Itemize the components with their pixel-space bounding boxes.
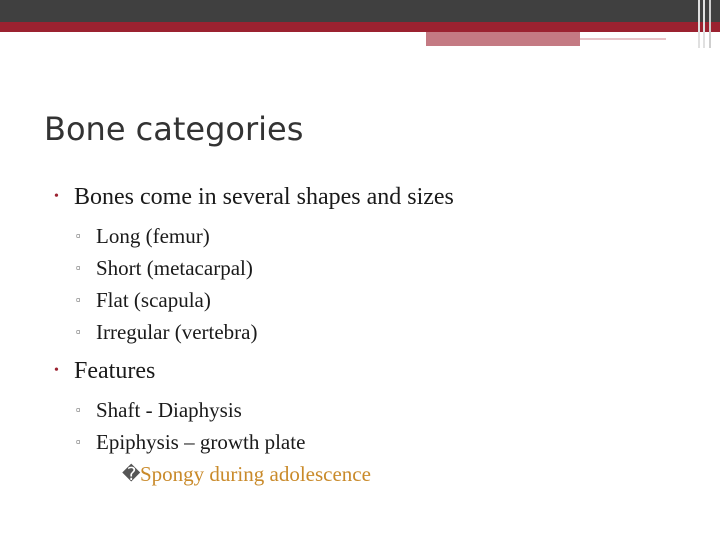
sub-bullet-text: Long (femur) (96, 224, 210, 248)
sub-bullet-item (48, 284, 708, 316)
header-band-red (0, 22, 720, 32)
header-vertical-rule (709, 0, 711, 48)
sub-bullet-item (48, 316, 708, 348)
header-vertical-rule (698, 0, 700, 48)
header-band-line (0, 34, 700, 36)
square-bullet-icon: ▫ (76, 292, 81, 307)
slide-body (48, 180, 708, 490)
sub-bullet-text: Epiphysis – growth plate (96, 430, 306, 454)
bullet-text: Features (74, 358, 156, 384)
bullet-text: Bones come in several shapes and sizes (74, 184, 454, 210)
square-bullet-icon: ▫ (76, 324, 81, 339)
sub-bullet-item (48, 394, 708, 426)
sub-sub-bullet-item (48, 458, 708, 490)
bullet-dot-icon: • (54, 189, 59, 204)
header-vertical-rule (703, 0, 705, 48)
sub-bullet-text: Irregular (vertebra) (96, 320, 258, 344)
square-bullet-icon: ▫ (76, 434, 81, 449)
sub-sub-bullet-text: Spongy during adolescence (140, 462, 371, 486)
bullet-item (48, 354, 708, 388)
sub-bullet-item (48, 426, 708, 458)
header-band-line-accent (580, 38, 666, 40)
square-bullet-icon: ▫ (76, 260, 81, 275)
header-band-accent (426, 32, 580, 46)
sub-bullet-text: Shaft - Diaphysis (96, 398, 242, 422)
sub-bullet-item (48, 220, 708, 252)
sub-bullet-text: Flat (scapula) (96, 288, 211, 312)
square-bullet-icon: ▫ (76, 228, 81, 243)
replacement-glyph-bullet-icon: � (122, 464, 141, 484)
header-band-dark (0, 0, 720, 22)
bullet-dot-icon: • (54, 363, 59, 378)
sub-bullet-item (48, 252, 708, 284)
sub-bullet-text: Short (metacarpal) (96, 256, 253, 280)
bullet-item (48, 180, 708, 214)
slide-title: Bone categories (44, 110, 304, 148)
square-bullet-icon: ▫ (76, 402, 81, 417)
